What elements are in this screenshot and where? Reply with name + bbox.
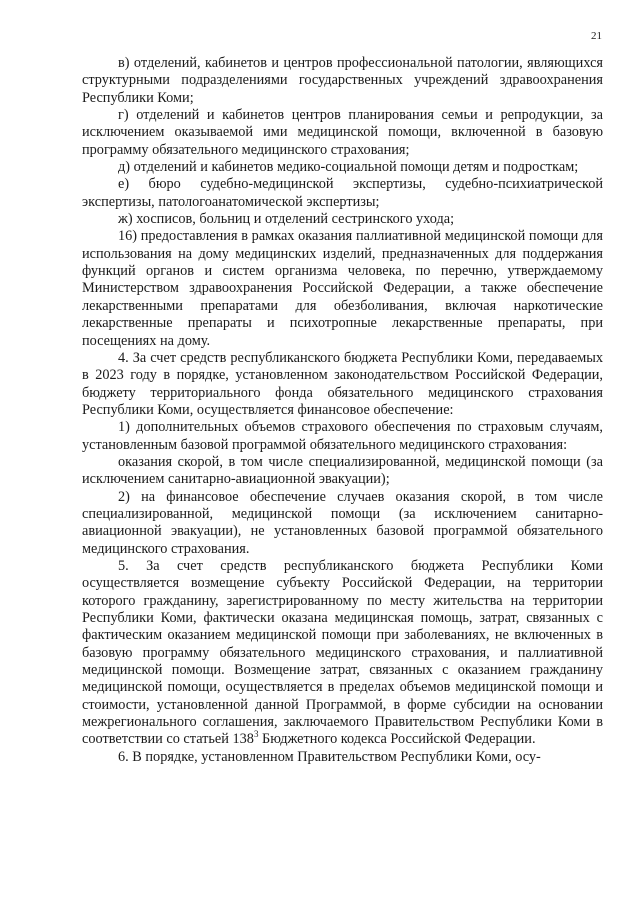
paragraph-4-2: 2) на финансовое обеспечение случаев оказания скорой, в том числе специализированной, медицинской помощи (за исключением санитарно-авиационной эвакуации), не установленных базовой программой обязательного медицинского страхования.	[82, 488, 603, 557]
article-superscript: 3	[253, 729, 259, 740]
page-number: 21	[591, 30, 602, 42]
paragraph-4-1-item: оказания скорой, в том числе специализированной, медицинской помощи (за исключением санитарно-авиационной эвакуации);	[82, 453, 603, 488]
document-body	[82, 55, 603, 766]
paragraph-4-1: 1) дополнительных объемов страхового обеспечения по страховым случаям, установленным базовой программой обязательного медицинского страхования:	[82, 419, 603, 453]
paragraph-16: 16) предоставления в рамках оказания паллиативной медицинской помощи для использования на дому медицинских изделий, предназначенных для поддержания функций органов и систем организма человека, по перечню, утверждаемому Министерством здравоохранения Российской Федерации, а также обеспечение лекарственными препаратами для обезболивания, включая наркотические лекарственные препараты и психотропные лекарственные препараты, при посещениях на дому.	[82, 228, 603, 349]
paragraph-e: е) бюро судебно-медицинской экспертизы, судебно-психиатрической экспертизы, патологоанатомической экспертизы;	[82, 176, 603, 210]
paragraph-5	[82, 558, 603, 749]
paragraph-5-tail: Бюджетного кодекса Российской Федерации.	[258, 731, 536, 748]
paragraph-zh: ж) хосписов, больниц и отделений сестринского ухода;	[118, 211, 455, 228]
paragraph-d: д) отделений и кабинетов медико-социальной помощи детям и подросткам;	[118, 159, 579, 176]
paragraph-4: 4. За счет средств республиканского бюджета Республики Коми, передаваемых в 2023 году в порядке, установленном законодательством Российской Федерации, бюджету территориального фонда обязательного медицинского страхования Республики Коми, осуществляется финансовое обеспечение:	[82, 349, 603, 418]
paragraph-5-text: 5. За счет средств республиканского бюджета Республики Коми осуществляется возмещение субъекту Российской Федерации, на территории которого гражданину, зарегистрированному по месту жительства на территории Республики Коми, фактически оказана медицинская помощь, затрат, связанных с фактическим оказанием медицинской помощи при заболеваниях, не включенных в базовую программу обязательного медицинского страхования, и паллиативной медицинской помощи. Возмещение затрат, связанных с оказанием гражданину медицинской помощи, осуществляется в пределах объемов медицинской помощи и стоимости, установленной данной Программой, в форме субсидии на основании межрегионального соглашения, заключаемого Правительством Республики Коми в соответствии со статьей 138	[82, 557, 603, 748]
paragraph-6: 6. В порядке, установленном Правительством Республики Коми, осу-	[118, 748, 541, 765]
paragraph-v: в) отделений, кабинетов и центров профессиональной патологии, являющихся структурными подразделениями государственных учреждений здравоохранения Республики Коми;	[82, 55, 603, 106]
paragraph-g: г) отделений и кабинетов центров планирования семьи и репродукции, за исключением оказываемой ими медицинской помощи, включенной в базовую программу обязательного медицинского страхования;	[82, 107, 603, 158]
